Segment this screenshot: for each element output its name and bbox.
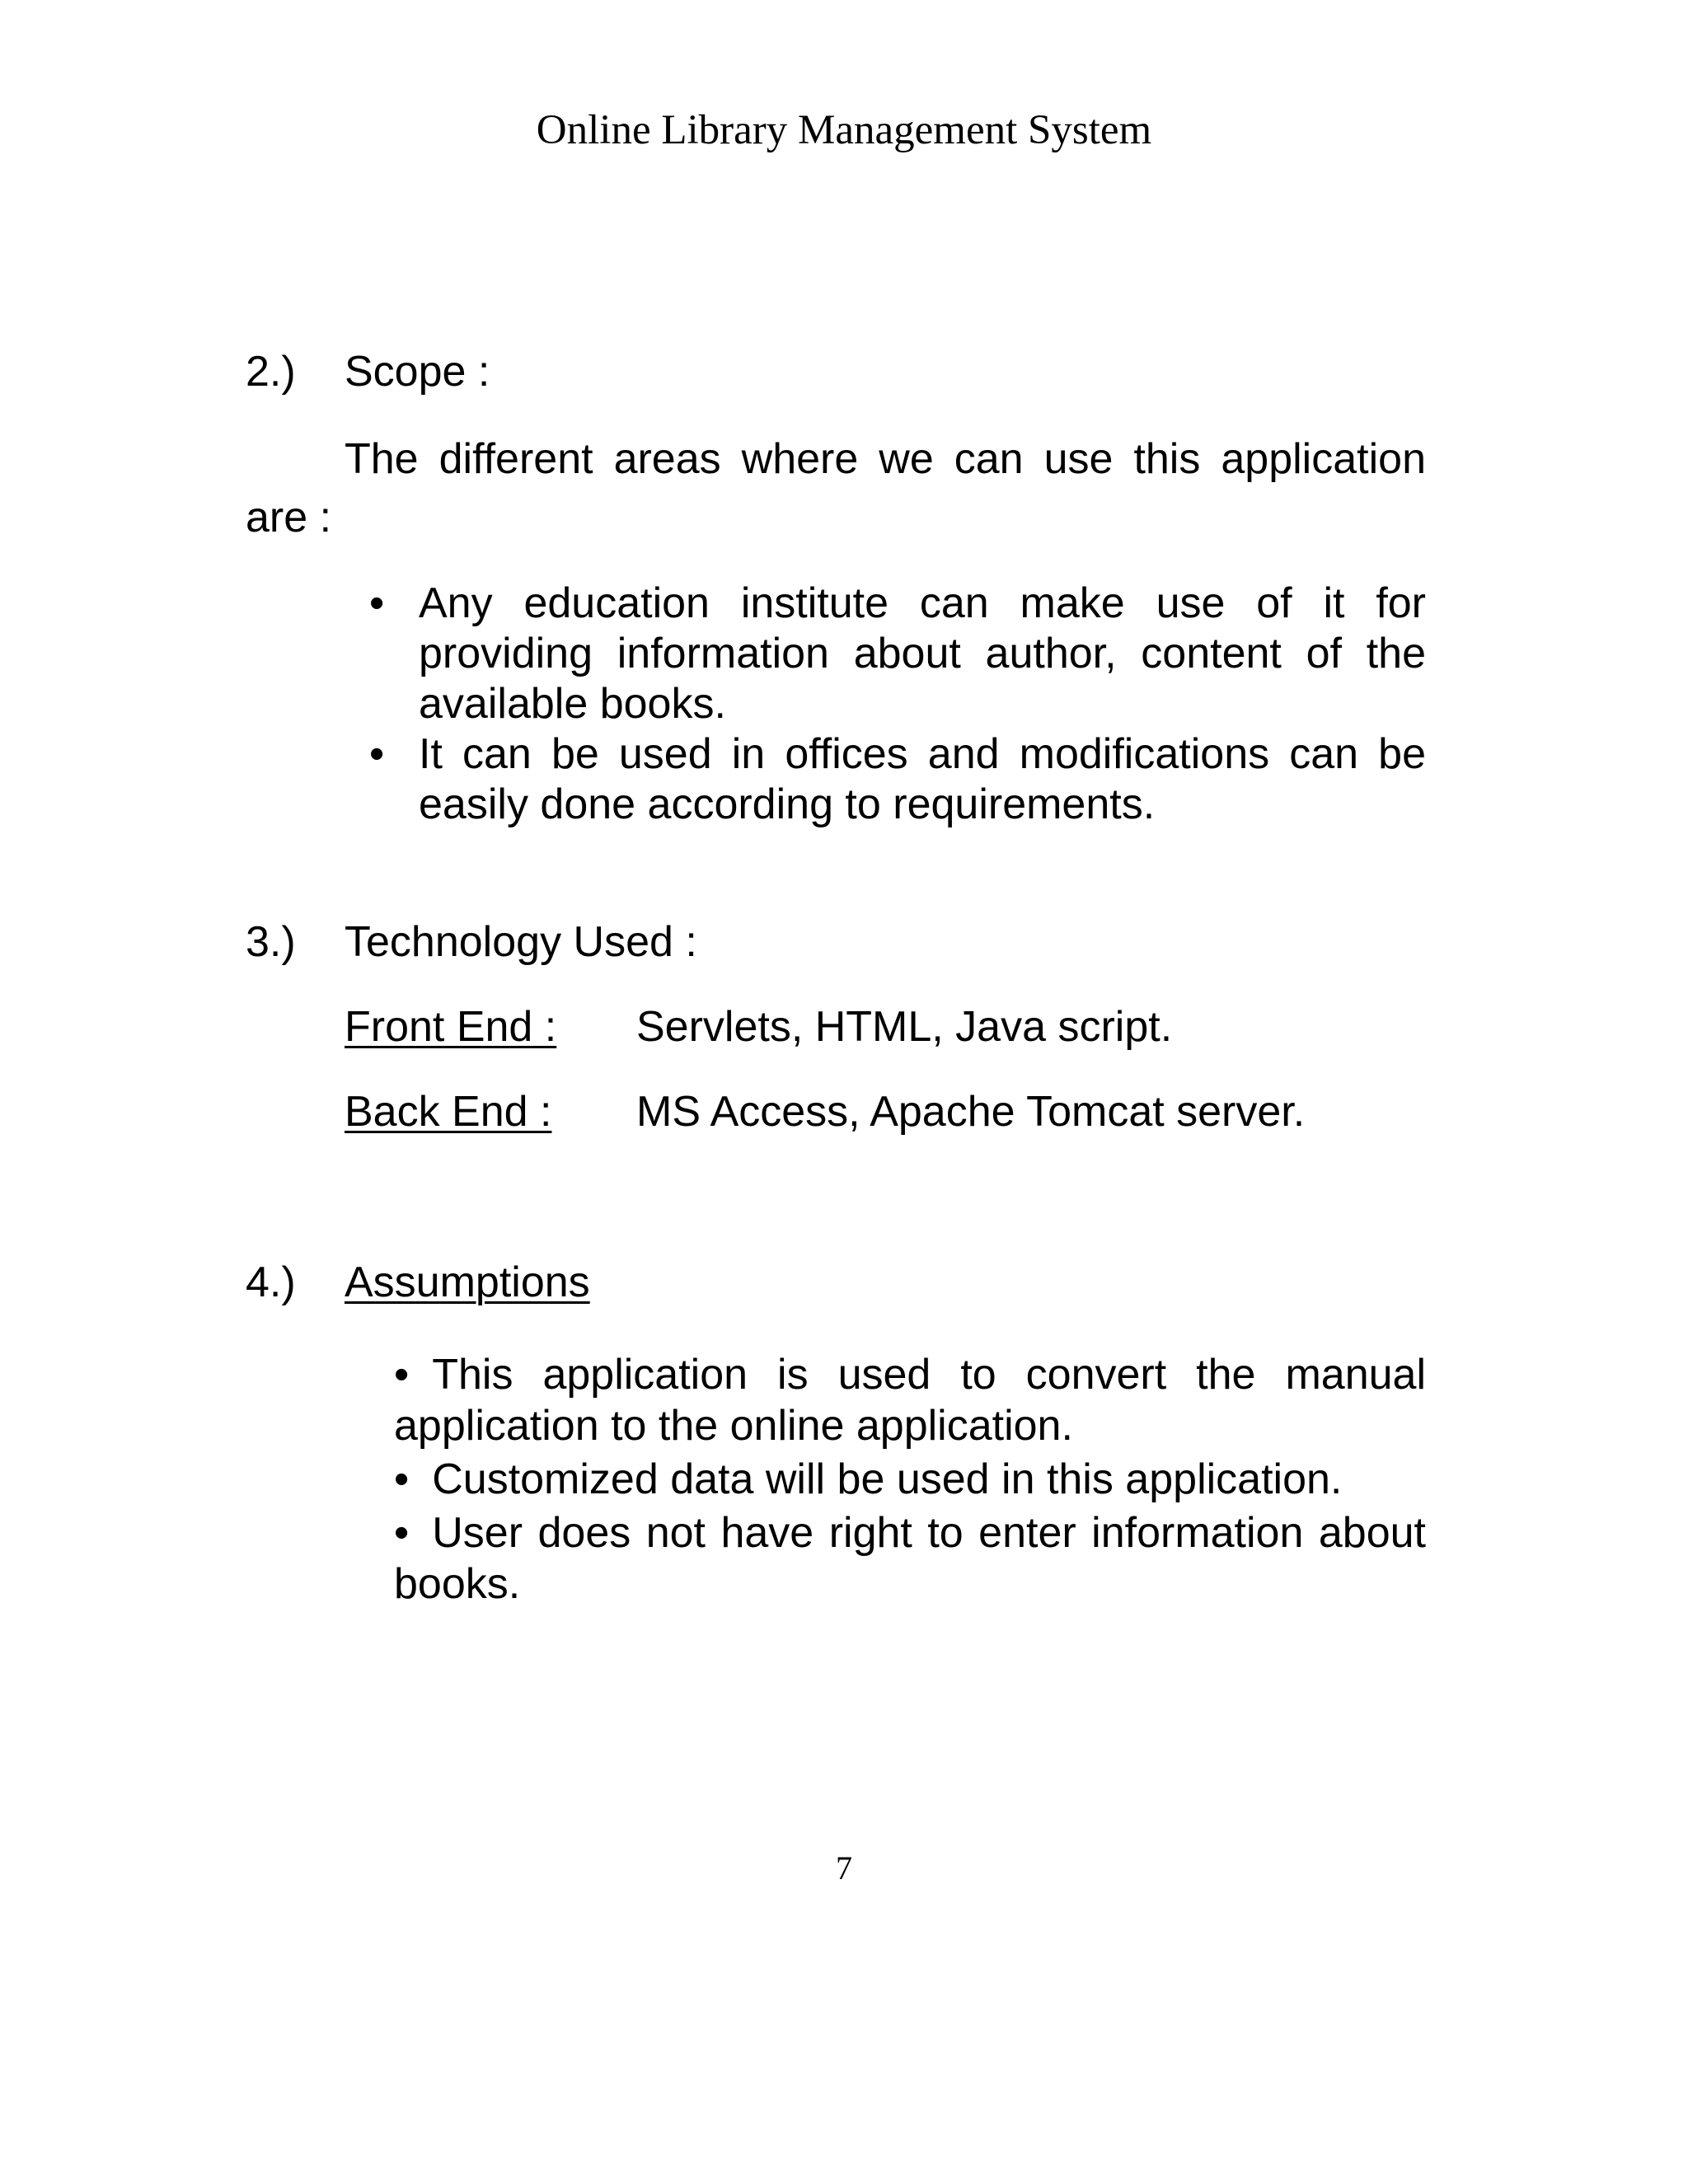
list-item — [369, 579, 1426, 729]
section-number: 4.) — [246, 1258, 296, 1306]
assumptions-bullet-list — [394, 1349, 1426, 1612]
list-item-text: This application is used to convert the manual application to the online application. — [394, 1351, 1426, 1450]
back-end-label: Back End : — [345, 1088, 552, 1136]
scope-intro-paragraph: The different areas where we can use this application are : — [246, 435, 1426, 541]
section-technology-heading — [0, 916, 1688, 968]
section-scope-heading — [0, 346, 1688, 397]
section-title: Assumptions — [345, 1258, 590, 1306]
front-end-row — [345, 1001, 1172, 1052]
front-end-label: Front End : — [345, 1003, 557, 1051]
section-number: 2.) — [246, 348, 296, 396]
bullet-icon: • — [394, 1455, 410, 1503]
list-item-text: User does not have right to enter information about books. — [394, 1509, 1426, 1608]
front-end-value: Servlets, HTML, Java script. — [636, 1003, 1173, 1051]
list-item-text: It can be used in offices and modifications can be easily done according to requirements. — [419, 730, 1426, 828]
bullet-icon: • — [394, 1509, 410, 1557]
back-end-value: MS Access, Apache Tomcat server. — [636, 1088, 1306, 1136]
page-number: 7 — [836, 1849, 852, 1886]
bullet-icon: • — [369, 579, 385, 627]
section-title: Scope : — [345, 348, 490, 396]
section-assumptions-heading — [0, 1257, 1688, 1308]
list-item — [394, 1349, 1426, 1451]
scope-bullet-list — [369, 579, 1426, 830]
list-item — [394, 1454, 1426, 1505]
back-end-row — [345, 1086, 1305, 1137]
list-item-text: Any education institute can make use of it for providing information about author, content of the available books. — [419, 579, 1426, 728]
list-item-text: Customized data will be used in this application. — [432, 1455, 1343, 1503]
bullet-icon: • — [369, 730, 385, 778]
bullet-icon: • — [394, 1351, 410, 1399]
list-item — [394, 1507, 1426, 1610]
list-item — [369, 729, 1426, 830]
running-header: Online Library Management System — [536, 107, 1152, 153]
section-title: Technology Used : — [345, 918, 697, 966]
section-number: 3.) — [246, 918, 296, 966]
